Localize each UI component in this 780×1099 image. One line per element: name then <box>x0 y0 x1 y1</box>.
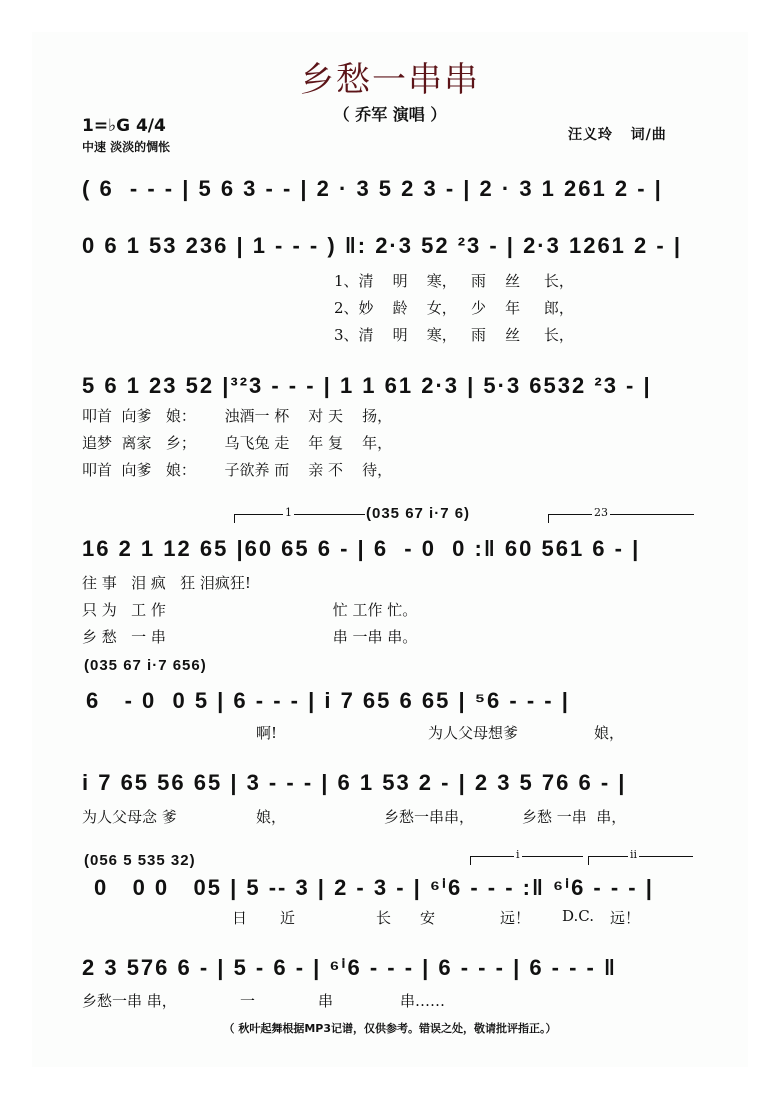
lyric-row-5-a: 啊! <box>256 724 278 742</box>
lyric-row-3-verse-1: 叩首 向爹 娘： 浊酒一 杯 对 天 扬， <box>82 407 393 425</box>
lyric-row-5-b: 为人父母想爹 <box>428 724 519 742</box>
lyric-row-7-5: 远！ <box>500 909 531 927</box>
lyric-row-7-2: 近 <box>280 909 296 927</box>
score-row-8-notes: 2 3 576 6 - | 5 - 6 - | ⁶ⁱ6 - - - | 6 - - - | 6 - - - ‖ <box>82 955 617 980</box>
lyric-row-7-1: 日 <box>232 909 248 927</box>
interlude-row-4: (035 67 i·7 6) <box>366 505 471 522</box>
lyric-row-2-verse-3: 3、清 明 寒， 雨 丝 长， <box>334 326 574 344</box>
volta-bracket-1 <box>234 514 365 523</box>
lyric-row-6-b: 娘， <box>256 808 287 826</box>
score-row-1-notes: ( 6 - - - | 5 6 3 - - | 2 · 3 5 2 3 - | 2 · 3 1 261 2 - | <box>82 176 663 201</box>
lyric-row-6-a: 为人父母念 爹 <box>82 808 177 826</box>
volta-label-23: 23 <box>594 506 608 519</box>
lyric-row-5-c: 娘， <box>594 724 625 742</box>
lyric-row-7-4: 安 <box>420 909 436 927</box>
volta-bracket-ii <box>588 856 693 865</box>
volta-label-i: i <box>516 848 520 861</box>
lyric-row-6-d: 乡愁 一串 串， <box>522 808 627 826</box>
lyric-row-4-verse-3: 乡 愁 一 串 串 一串 串。 <box>82 628 418 646</box>
tempo-marking: 中速 淡淡的惆怅 <box>82 140 171 154</box>
lyric-row-8-a: 乡愁一串 串， <box>82 992 177 1010</box>
score-row-4-notes: 16 2 1 12 65 |60 65 6 - | 6 - 0 0 :‖ 60 561 6 - | <box>82 536 641 561</box>
lyric-row-7-7: 远！ <box>610 909 641 927</box>
lyric-row-2-verse-1: 1、清 明 寒， 雨 丝 长， <box>334 272 574 290</box>
lyric-row-3-verse-2: 追梦 离家 乡； 乌飞兔 走 年 复 年， <box>82 434 393 452</box>
lyric-row-8-c: 串 <box>318 992 334 1010</box>
lyric-row-2-verse-2: 2、妙 龄 女， 少 年 郎， <box>334 299 574 317</box>
score-row-2-notes: 0 6 1 53 236 | 1 - - - ) ‖: 2·3 52 ²3 - | 2·3 1261 2 - | <box>82 233 682 258</box>
transcription-note: （ 秋叶起舞根据MP3记谱，仅供参考。错误之处，敬请批评指正。） <box>223 1022 557 1035</box>
interlude-row-7: (056 5 535 32) <box>84 852 196 869</box>
lyric-row-6-c: 乡愁一串串， <box>384 808 475 826</box>
lyric-row-8-d: 串…… <box>400 992 446 1010</box>
lyric-row-7-3: 长 <box>376 909 392 927</box>
score-row-6-notes: i 7 65 56 65 | 3 - - - | 6 1 53 2 - | 2 3 5 76 6 - | <box>82 770 627 795</box>
lyric-row-7-6: D.C. <box>562 907 594 925</box>
lyric-row-3-verse-3: 叩首 向爹 娘： 子欲养 而 亲 不 待， <box>82 461 393 479</box>
lyric-row-8-b: 一 <box>240 992 256 1010</box>
interlude-row-5: (035 67 i·7 656) <box>84 657 207 674</box>
score-row-3-notes: 5 6 1 23 52 |³²3 - - - | 1 1 61 2·3 | 5·3 6532 ²3 - | <box>82 373 652 398</box>
volta-label-ii: ii <box>630 848 638 861</box>
key-signature: 1=♭G 4/4 <box>82 116 166 136</box>
volta-label-1: 1 <box>285 506 292 519</box>
volta-bracket-i <box>470 856 583 865</box>
score-row-5-notes: 6 - 0 0 5 | 6 - - - | i 7 65 6 65 | ⁵6 - - - | <box>86 688 570 713</box>
score-row-7-notes: 0 0 0 05 | 5 -- 3 | 2 - 3 - | ⁶ⁱ6 - - - :‖ ⁶ⁱ6 - - - | <box>94 875 654 900</box>
performer-subtitle: （ 乔军 演唱 ） <box>333 105 447 124</box>
volta-bracket-23 <box>548 514 694 523</box>
song-title: 乡愁一串串 <box>300 60 480 100</box>
lyric-row-4-verse-1: 往 事 泪 疯 狂 泪疯狂! <box>82 574 251 592</box>
composer-credit: 汪义玲 词/曲 <box>568 127 667 143</box>
lyric-row-4-verse-2: 只 为 工 作 忙 工作 忙。 <box>82 601 418 619</box>
